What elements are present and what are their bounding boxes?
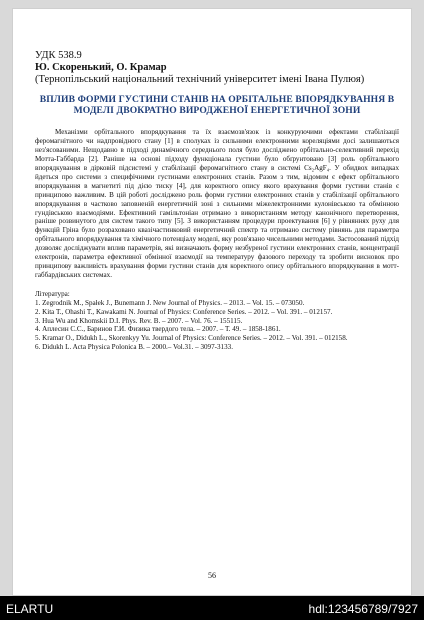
references-list	[35, 299, 399, 352]
document-page	[12, 8, 412, 596]
authors: Ю. Скоренький, О. Крамар	[35, 62, 167, 73]
reference-item: 1. Zegrodnik M., Spałek J., Bunemann J. New Journal of Physics. – 2013. – Vol. 15. – 073050.	[35, 298, 305, 307]
reference-item: 5. Kramar O., Didukh L., Skorenkyy Yu. Journal of Physics: Conference Series. – 2012. – Vol. 391. – 012158.	[35, 334, 348, 343]
references-section	[35, 290, 399, 352]
reference-item: 6. Didukh L. Acta Physica Polonica B. – 2000.– Vol.31. – 3097-3133.	[35, 343, 233, 352]
handle-identifier: hdl:123456789/7927	[308, 602, 418, 616]
reference-item: 3. Hua Wu and Khomskii D.I. Phys. Rev. B. – 2007. – Vol. 76. – 155115.	[35, 316, 243, 325]
abstract-paragraph: Механізми орбітального впорядкування та їх взаємозв'язок із конкуруючими ефектами стабілізації феромагнітного чи надпровідного стану [1] в сполуках із сильними електронними кореляціями досі залишаються нез'ясованими. Нещодавно в підході динамічного середнього поля було досліджено орбітально-селективний перехід Мотта-Габбарда [2]. Раніше на основі підходу функціонала густини було обґрунтовано [3] роль орбітального впорядкування в дірковій підсистемі у стабілізації феромагнітного стану в системі Cs₂AgF₄. У обидвох випадках йдеться про системи з специфічними густинами електронних станів. Разом з тим, відомим є ефект орбітального впорядкування в магнетиті під дією тиску [4], для коректного опису якого врахування форми густини станів є принципово важливим. В цій роботі досліджено роль форми густини електронних станів у стабілізації орбітального впорядкування в частково заповненій енергетичній зоні з сильними міжелектронними кулонівською та обмінною гундівською взаємодіями. Ефективний гамільтоніан отримано з використанням методу канонічного перетворення, раніше розвинутого для систем такого типу [5]. З використанням процедури проектування [6] у рівняннях руху для функцій Гріна було розраховано квазічастинковий енергетичний спектр та отримано систему рівнянь для параметра орбітального впорядкування та хімічного потенціалу моделі, яку розв'язано чисельними методами. Застосований підхід дозволяє досліджувати вплив параметрів, які визначають форму незбуреної густини електронних станів, концентрації електронів, параметра ефективної обмінної взаємодії на температуру фазового переходу та зробити висновок про принципову важливість врахування форми густини станів для коректного опису орбітального впорядкування в мотт-габбардівських системах.	[35, 128, 399, 279]
affiliation: (Тернопільський національний технічний університет імені Івана Пулюя)	[35, 74, 365, 85]
viewer-footer-bar	[0, 596, 424, 620]
repository-name: ELARTU	[6, 602, 54, 616]
reference-item: 2. Kita T., Ohashi T., Kawakami N. Journal of Physics: Conference Series. – 2012. – Vol. 391. – 012157.	[35, 307, 333, 316]
page-content	[35, 50, 399, 352]
abstract-body	[35, 128, 399, 279]
paper-title: ВПЛИВ ФОРМИ ГУСТИНИ СТАНІВ НА ОРБІТАЛЬНЕ ВПОРЯДКУВАННЯ В МОДЕЛІ ДВОКРАТНО ВИРОДЖЕНОЇ ЕНЕРГЕТИЧНОЇ ЗОНИ	[39, 94, 395, 117]
references-title: Література:	[35, 289, 70, 298]
page-number: 56	[208, 571, 216, 580]
reference-item: 4. Аплесин С.С., Баринов Г.И. Физика твердого тела. – 2007. – Т. 49. – 1858-1861.	[35, 325, 281, 334]
udk-code: УДК 538.9	[35, 50, 82, 61]
